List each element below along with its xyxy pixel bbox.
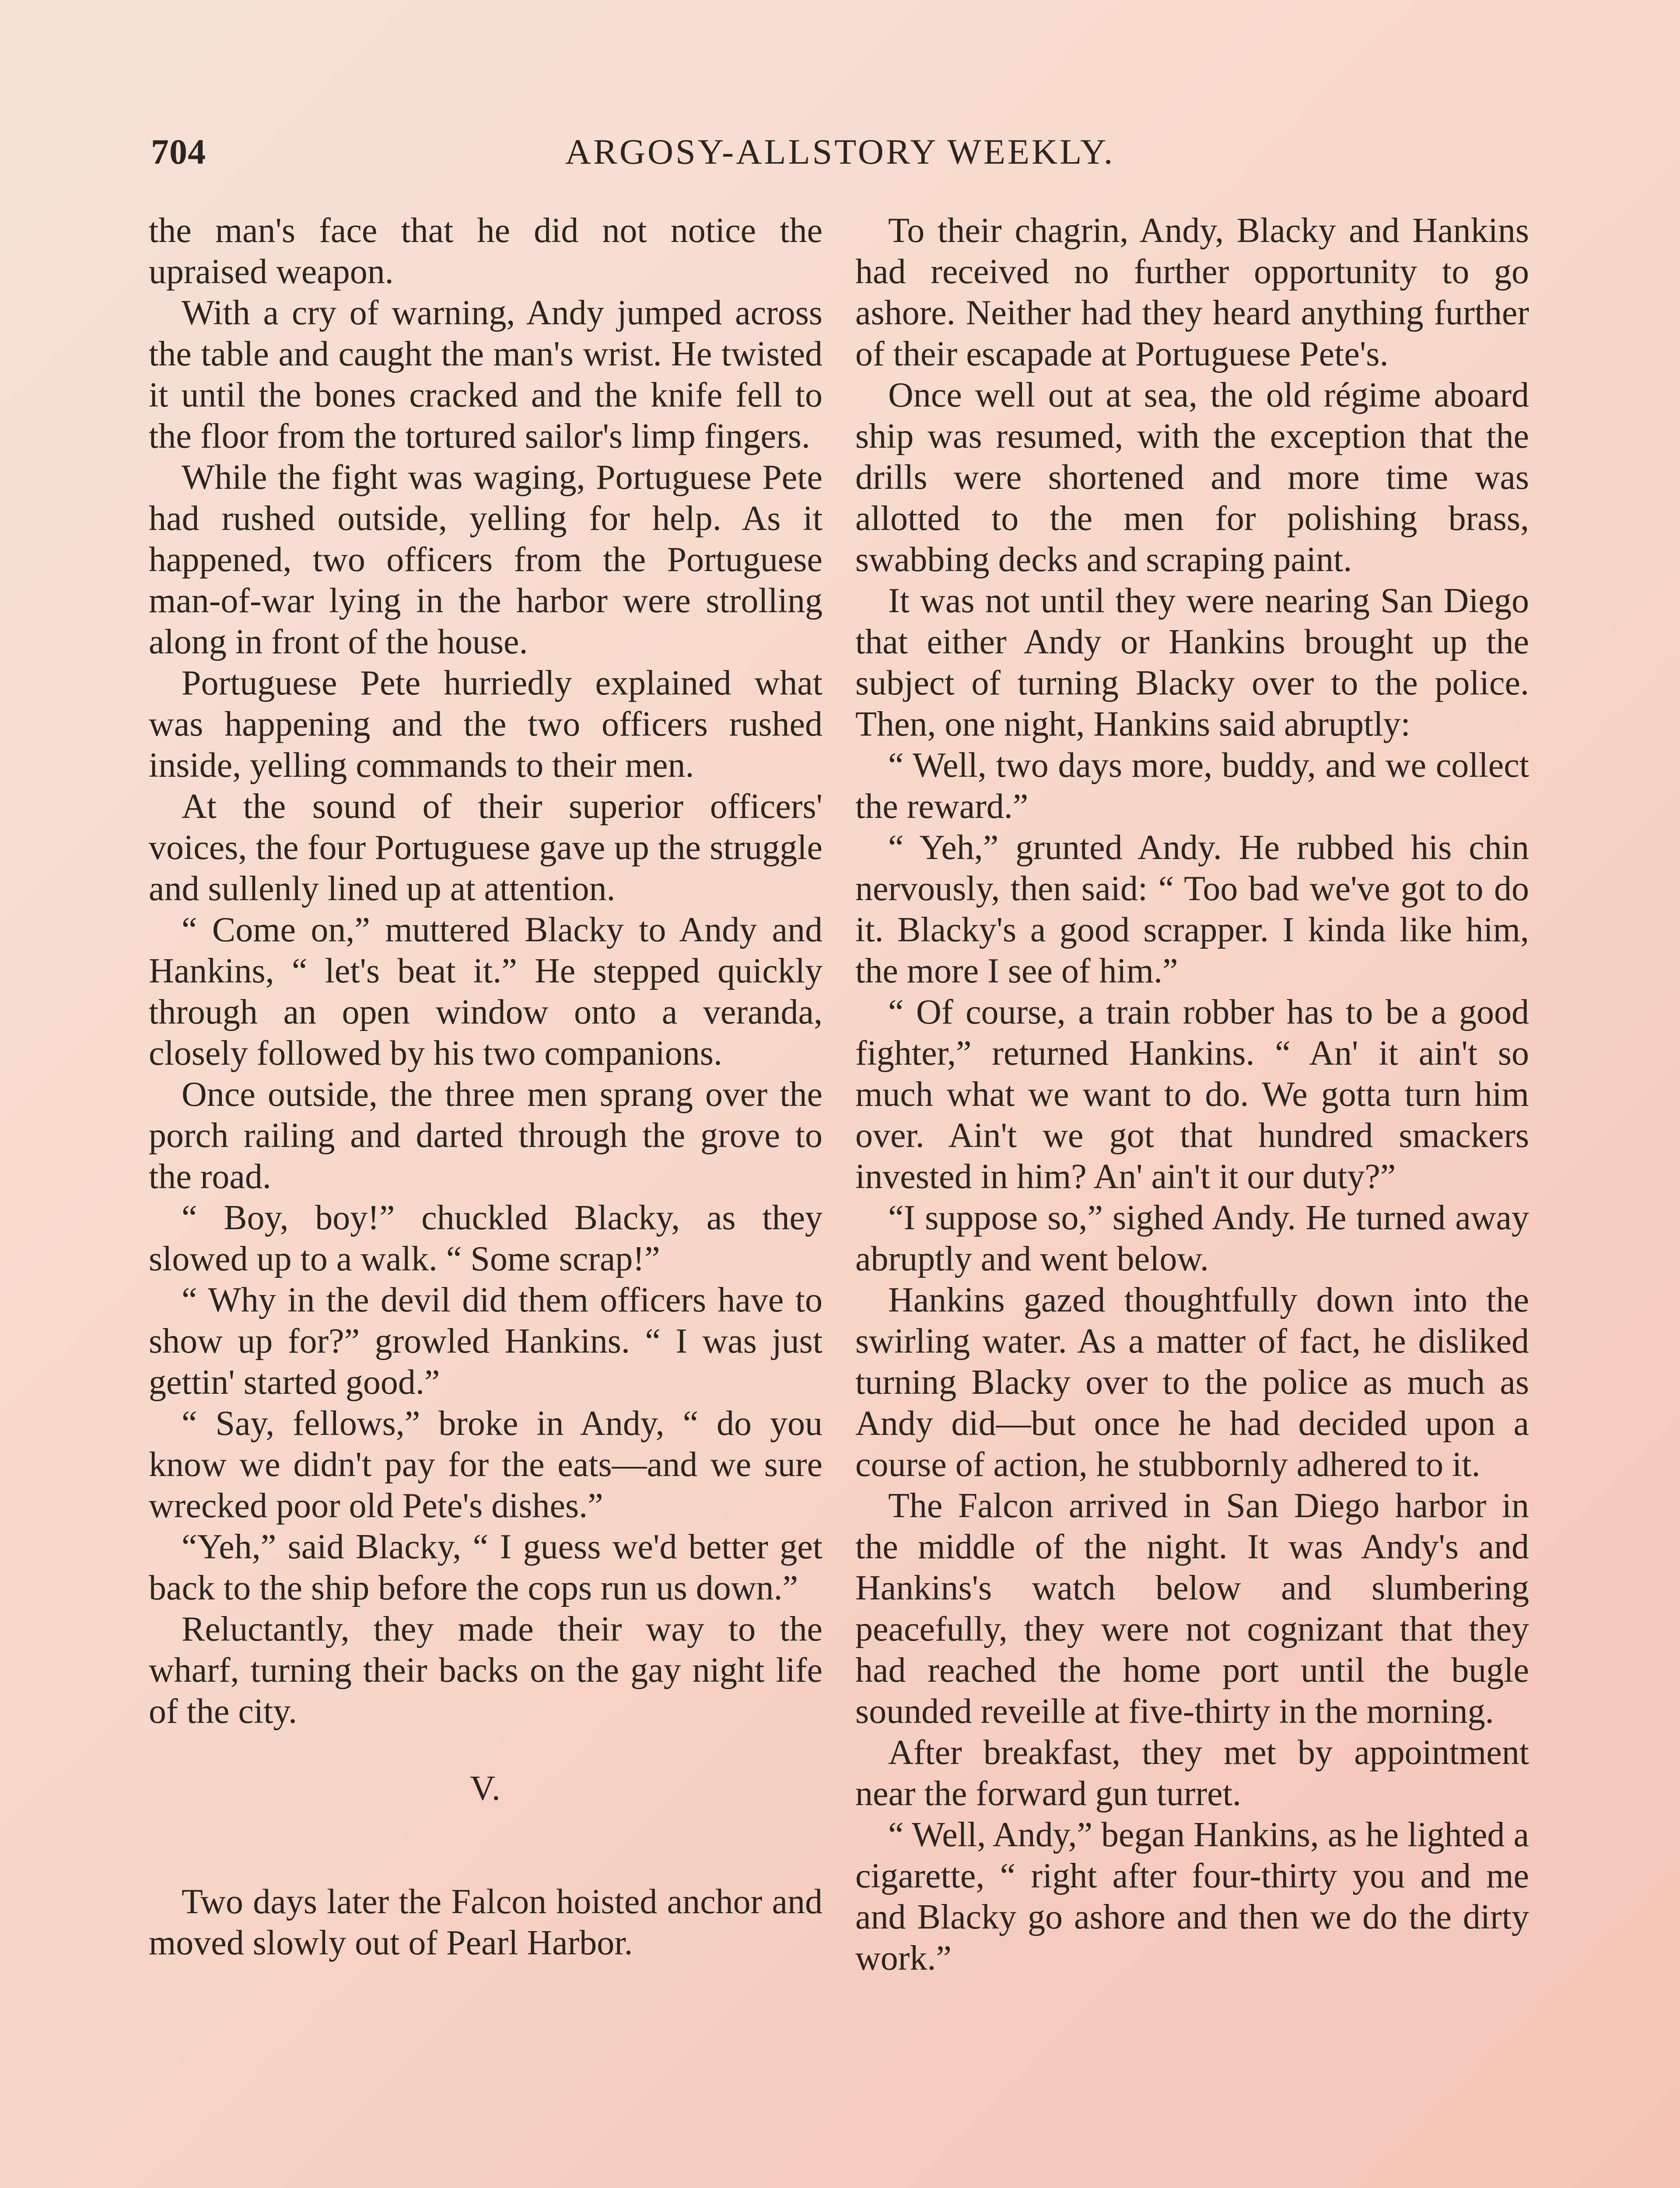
left-paragraph: “ Come on,” muttered Blacky to Andy and Hankins, “ let's beat it.” He stepped quickly through an open window onto a veranda, closely followed by his two companions.: [149, 911, 822, 1073]
left-paragraph: With a cry of warning, Andy jumped across the table and caught the man's wrist. He twisted it until the bones cracked and the knife fell to the floor from the tortured sailor's limp fingers.: [149, 294, 822, 456]
left-paragraph: Reluctantly, they made their way to the wharf, turning their backs on the gay night life of the city.: [149, 1610, 822, 1731]
left-paragraph: the man's face that he did not notice the upraised weapon.: [149, 211, 822, 291]
section-heading: V.: [470, 1769, 501, 1808]
right-paragraph: “ Well, two days more, buddy, and we collect the reward.”: [855, 746, 1529, 826]
left-paragraph: While the fight was waging, Portuguese Pete had rushed outside, yelling for help. As it happened, two officers from the Portuguese man-of-war lying in the harbor were strolling along in front of the house.: [149, 458, 822, 661]
page-header: [151, 131, 1529, 184]
right-paragraph: To their chagrin, Andy, Blacky and Hankins had received no further opportunity to go ashore. Neither had they heard anything further of their escapade at Portuguese Pete's.: [855, 211, 1529, 373]
right-paragraph: Hankins gazed thoughtfully down into the swirling water. As a matter of fact, he disliked turning Blacky over to the police as much as Andy did—but once he had decided upon a course of action, he stubbornly adhered to it.: [855, 1281, 1529, 1484]
running-title: ARGOSY-ALLSTORY WEEKLY.: [565, 132, 1115, 172]
right-paragraph: “ Well, Andy,” began Hankins, as he lighted a cigarette, “ right after four-thirty you and me and Blacky go ashore and then we do the dirty work.”: [855, 1816, 1529, 1978]
right-paragraph: “I suppose so,” sighed Andy. He turned away abruptly and went below.: [855, 1199, 1529, 1278]
right-paragraph: Once well out at sea, the old régime aboard ship was resumed, with the exception that the drills were shortened and more time was allotted to the men for polishing brass, swabbing decks and scraping paint.: [855, 376, 1529, 579]
left-paragraph: Portuguese Pete hurriedly explained what was happening and the two officers rushed inside, yelling commands to their men.: [149, 664, 822, 785]
left-paragraph: “ Why in the devil did them officers have to show up for?” growled Hankins. “ I was just gettin' started good.”: [149, 1281, 822, 1402]
right-paragraph: The Falcon arrived in San Diego harbor in the middle of the night. It was Andy's and Hankins's watch below and slumbering peacefully, they were not cognizant that they had reached the home port until the bugle sounded reveille at five-thirty in the morning.: [855, 1487, 1529, 1731]
right-column: [855, 210, 1529, 1979]
left-paragraph: Two days later the Falcon hoisted anchor and moved slowly out of Pearl Harbor.: [149, 1883, 822, 1962]
right-paragraph: “ Of course, a train robber has to be a good fighter,” returned Hankins. “ An' it ain't so much what we want to do. We gotta turn him over. Ain't we got that hundred smackers invested in him? An' ain't it our duty?”: [855, 993, 1529, 1196]
left-paragraph: At the sound of their superior officers' voices, the four Portuguese gave up the struggle and sullenly lined up at attention.: [149, 787, 822, 908]
right-paragraph: After breakfast, they met by appointment near the forward gun turret.: [855, 1733, 1529, 1813]
right-paragraph: It was not until they were nearing San Diego that either Andy or Hankins brought up the subject of turning Blacky over to the police. Then, one night, Hankins said abruptly:: [855, 582, 1529, 743]
left-column: [149, 210, 822, 1964]
page-number: 704: [151, 132, 206, 172]
left-paragraph: “ Boy, boy!” chuckled Blacky, as they slowed up to a walk. “ Some scrap!”: [149, 1199, 822, 1278]
left-paragraph: “ Say, fellows,” broke in Andy, “ do you know we didn't pay for the eats—and we sure wrecked poor old Pete's dishes.”: [149, 1404, 822, 1525]
left-paragraph: Once outside, the three men sprang over the porch railing and darted through the grove to the road.: [149, 1075, 822, 1196]
left-paragraph: “Yeh,” said Blacky, “ I guess we'd better get back to the ship before the cops run us down.”: [149, 1528, 822, 1607]
right-paragraph: “ Yeh,” grunted Andy. He rubbed his chin nervously, then said: “ Too bad we've got to do it. Blacky's a good scrapper. I kinda like him, the more I see of him.”: [855, 828, 1529, 990]
